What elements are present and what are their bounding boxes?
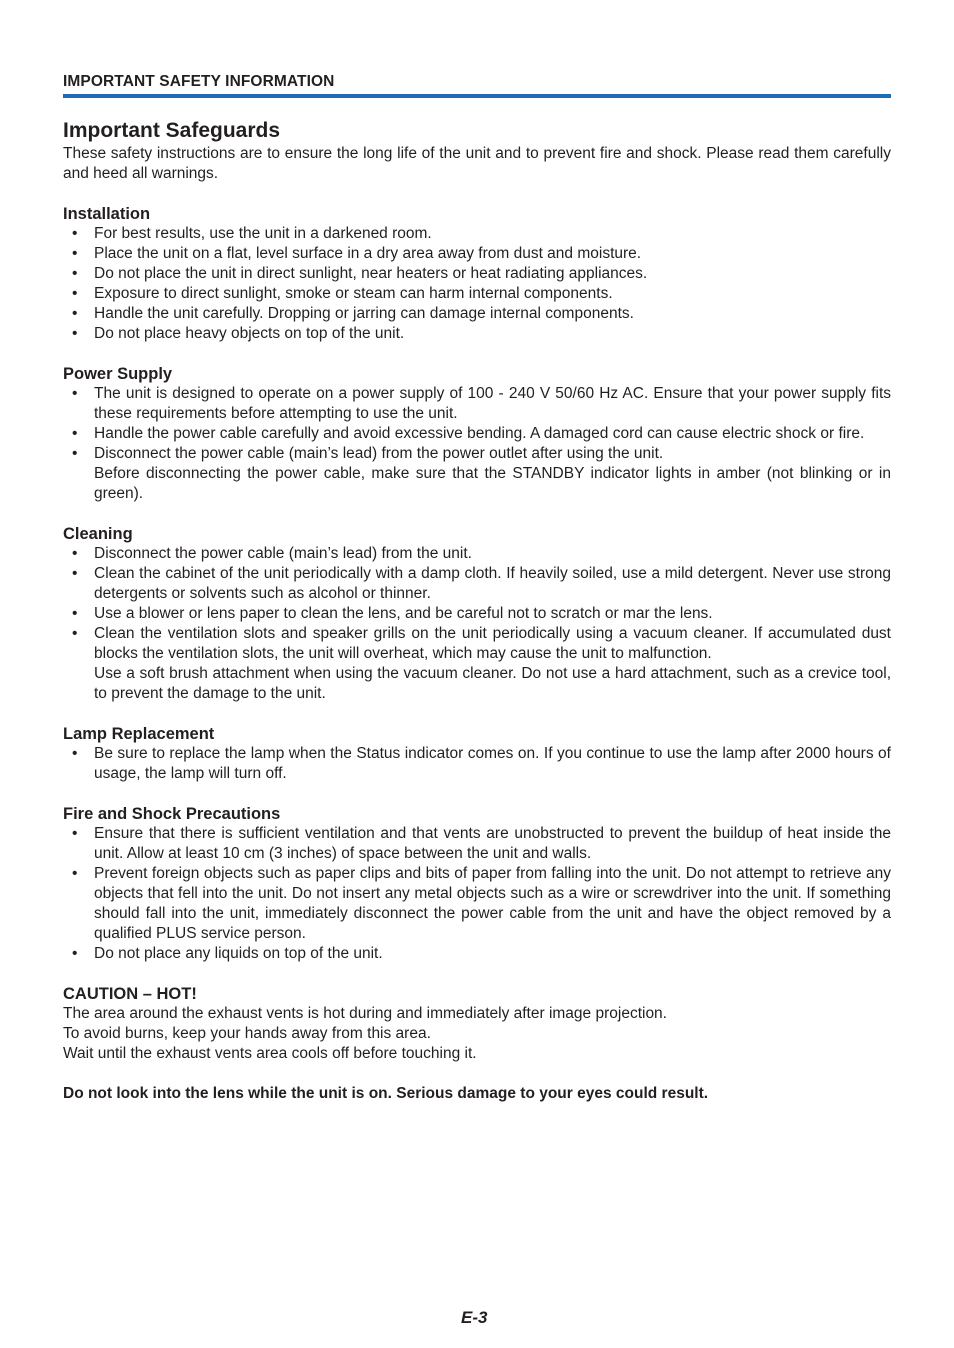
section-heading: Lamp Replacement <box>63 725 215 743</box>
list-item-text: Exposure to direct sunlight, smoke or steam can harm internal components. <box>94 285 613 302</box>
list-item-note: Use a soft brush attachment when using the vacuum cleaner. Do not use a hard attachment, such as a crevice tool, to prevent the damage to the unit. <box>94 665 891 702</box>
bullet-icon: • <box>72 745 78 762</box>
bullet-icon: • <box>72 225 78 242</box>
section-heading: Installation <box>63 205 151 223</box>
bullet-icon: • <box>72 245 78 262</box>
list-item <box>63 244 891 264</box>
bullet-list <box>63 384 891 504</box>
bullet-list <box>63 744 891 784</box>
list-item-text: The unit is designed to operate on a power supply of 100 - 240 V 50/60 Hz AC. Ensure that your power supply fits these requirements before attempting to use the unit. <box>94 385 891 422</box>
list-item-text: Handle the power cable carefully and avoid excessive bending. A damaged cord can cause electric shock or fire. <box>94 425 865 442</box>
bullet-icon: • <box>72 385 78 402</box>
bullet-icon: • <box>72 325 78 342</box>
page-title: Important Safeguards <box>63 119 281 142</box>
bullet-icon: • <box>72 945 78 962</box>
bullet-icon: • <box>72 865 78 882</box>
header-rule <box>63 94 891 98</box>
bullet-icon: • <box>72 425 78 442</box>
list-item <box>63 224 891 244</box>
list-item-note: Before disconnecting the power cable, make sure that the STANDBY indicator lights in amber (not blinking or in green). <box>94 465 891 502</box>
list-item-text: Clean the cabinet of the unit periodically with a damp cloth. If heavily soiled, use a mild detergent. Never use strong detergents or solvents such as alcohol or thinner. <box>94 565 891 602</box>
bullet-icon: • <box>72 625 78 642</box>
list-item <box>63 304 891 324</box>
bullet-icon: • <box>72 265 78 282</box>
list-item-text: Do not place the unit in direct sunlight, near heaters or heat radiating appliances. <box>94 265 648 282</box>
list-item <box>63 444 891 504</box>
page-content <box>63 72 891 1104</box>
bullet-icon: • <box>72 565 78 582</box>
list-item <box>63 564 891 604</box>
list-item-text: Ensure that there is sufficient ventilation and that vents are unobstructed to prevent the buildup of heat inside the unit. Allow at least 10 cm (3 inches) of space between the unit and walls. <box>94 825 891 862</box>
list-item <box>63 864 891 944</box>
bullet-icon: • <box>72 285 78 302</box>
list-item <box>63 284 891 304</box>
bullet-icon: • <box>72 445 78 462</box>
list-item-text: Prevent foreign objects such as paper clips and bits of paper from falling into the unit. Do not attempt to retrieve any objects that fell into the unit. Do not insert any metal objects such as a wire or screwdriver into the unit. If something should fall into the unit, immediately disconnect the power cable from the unit and have the object removed by a qualified PLUS service person. <box>94 865 891 942</box>
running-header: IMPORTANT SAFETY INFORMATION <box>63 73 335 90</box>
section-heading: Power Supply <box>63 365 173 383</box>
list-item-text: Do not place any liquids on top of the unit. <box>94 945 383 962</box>
list-item-text: Clean the ventilation slots and speaker grills on the unit periodically using a vacuum cleaner. If accumulated dust blocks the ventilation slots, the unit will overheat, which may cause the unit to malfunction. <box>94 625 891 662</box>
list-item <box>63 384 891 424</box>
list-item <box>63 264 891 284</box>
safety-sections <box>63 204 891 964</box>
section-heading: Cleaning <box>63 525 133 543</box>
list-item <box>63 604 891 624</box>
bullet-icon: • <box>72 545 78 562</box>
bullet-list <box>63 224 891 344</box>
list-item <box>63 744 891 784</box>
list-item-text: Disconnect the power cable (main’s lead) from the power outlet after using the unit. <box>94 445 664 462</box>
list-item-text: Be sure to replace the lamp when the Status indicator comes on. If you continue to use the lamp after 2000 hours of usage, the lamp will turn off. <box>94 745 891 782</box>
list-item-text: Disconnect the power cable (main’s lead) from the unit. <box>94 545 472 562</box>
section-heading: Fire and Shock Precautions <box>63 805 281 823</box>
caution-heading: CAUTION – HOT! <box>63 985 197 1003</box>
bullet-list <box>63 544 891 704</box>
list-item <box>63 944 891 964</box>
list-item-text: Place the unit on a flat, level surface in a dry area away from dust and moisture. <box>94 245 642 262</box>
list-item <box>63 424 891 444</box>
intro-paragraph: These safety instructions are to ensure the long life of the unit and to prevent fire and shock. Please read them carefully and heed all warnings. <box>63 145 891 182</box>
caution-line: The area around the exhaust vents is hot during and immediately after image projection. <box>63 1005 667 1022</box>
list-item <box>63 824 891 864</box>
bullet-icon: • <box>72 605 78 622</box>
bullet-icon: • <box>72 825 78 842</box>
caution-line: To avoid burns, keep your hands away from this area. <box>63 1025 431 1042</box>
list-item <box>63 624 891 704</box>
page-number: E-3 <box>461 1308 488 1327</box>
list-item-text: Handle the unit carefully. Dropping or jarring can damage internal components. <box>94 305 634 322</box>
list-item <box>63 324 891 344</box>
list-item-text: For best results, use the unit in a darkened room. <box>94 225 432 242</box>
lens-warning: Do not look into the lens while the unit is on. Serious damage to your eyes could result. <box>63 1085 709 1102</box>
bullet-icon: • <box>72 305 78 322</box>
caution-line: Wait until the exhaust vents area cools off before touching it. <box>63 1045 477 1062</box>
list-item <box>63 544 891 564</box>
bullet-list <box>63 824 891 964</box>
list-item-text: Do not place heavy objects on top of the unit. <box>94 325 405 342</box>
list-item-text: Use a blower or lens paper to clean the lens, and be careful not to scratch or mar the lens. <box>94 605 713 622</box>
